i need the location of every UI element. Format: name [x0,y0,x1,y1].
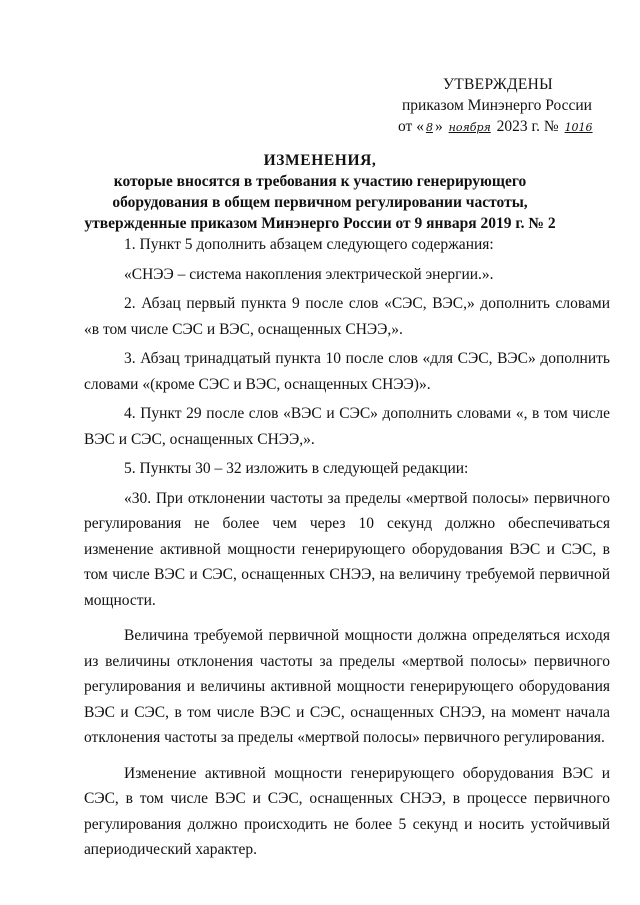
paragraph-2: «СНЭЭ – система накопления электрической энергии.». [124,265,494,283]
paragraph-6: 5. Пункты 30 – 32 изложить в следующей редакции: [124,460,469,477]
heading-subtitle: которые вносятся в требования к участию генерирующего оборудования в общем первичном регулировании частоты, утвержденные приказом Минэнерго России от 9 января 2019 г. № 2 [84,173,556,232]
heading-title: ИЗМЕНЕНИЯ, [263,152,377,169]
paragraph-4: 3. Абзац тринадцатый пункта 10 после слов «для СЭС, ВЭС» дополнить словами «(кроме СЭС и ВЭС, оснащенных СНЭЭ)». [84,350,610,393]
handwritten-day: 8 [425,121,433,134]
paragraph-9: Изменение активной мощности генерирующего оборудования ВЭС и СЭС, в том числе ВЭС и СЭС, оснащенных СНЭЭ, в процессе первичного регулирования должно происходить не более 5 секунд и носить устойчивый апериодический характер. [84,764,610,858]
approval-title: УТВЕРЖДЕНЫ [443,76,553,93]
date-prefix: от « [398,118,424,135]
document-heading [70,150,570,234]
paragraph-7: «30. При отклонении частоты за пределы «мертвой полосы» первичного регулирования не более чем через 10 секунд должно обеспечиваться изменение активной мощности генерирующего оборудования ВЭС и СЭС, в том числе ВЭС и СЭС, оснащенных СНЭЭ, на величину требуемой первичной мощности. [84,489,610,609]
approval-date-line [398,116,608,138]
paragraph-8: Величина требуемой первичной мощности должна определяться исходя из величины отклонения частоты за пределы «мертвой полосы» первичного регулирования и величины активной мощности генерирующего оборудования ВЭС и СЭС, в том числе ВЭС и СЭС, оснащенных СНЭЭ, на момент начала отклонения частоты за пределы «мертвой полосы» первичного регулирования. [84,627,610,746]
handwritten-month: ноября [448,121,491,134]
paragraph-1: 1. Пункт 5 дополнить абзацем следующего содержания: [124,236,494,253]
document-body [84,232,610,867]
handwritten-number: 1016 [564,121,593,134]
paragraph-3: 2. Абзац первый пункта 9 после слов «СЭС, ВЭС,» дополнить словами «в том числе СЭС и ВЭС, оснащенных СНЭЭ,». [84,295,610,338]
date-mid: » [434,118,443,135]
date-year: 2023 г. № [496,118,559,135]
paragraph-5: 4. Пункт 29 после слов «ВЭС и СЭС» дополнить словами «, в том числе ВЭС и СЭС, оснащенных СНЭЭ,». [84,405,610,448]
approval-block [398,74,608,138]
approval-order: приказом Минэнерго России [402,97,592,114]
